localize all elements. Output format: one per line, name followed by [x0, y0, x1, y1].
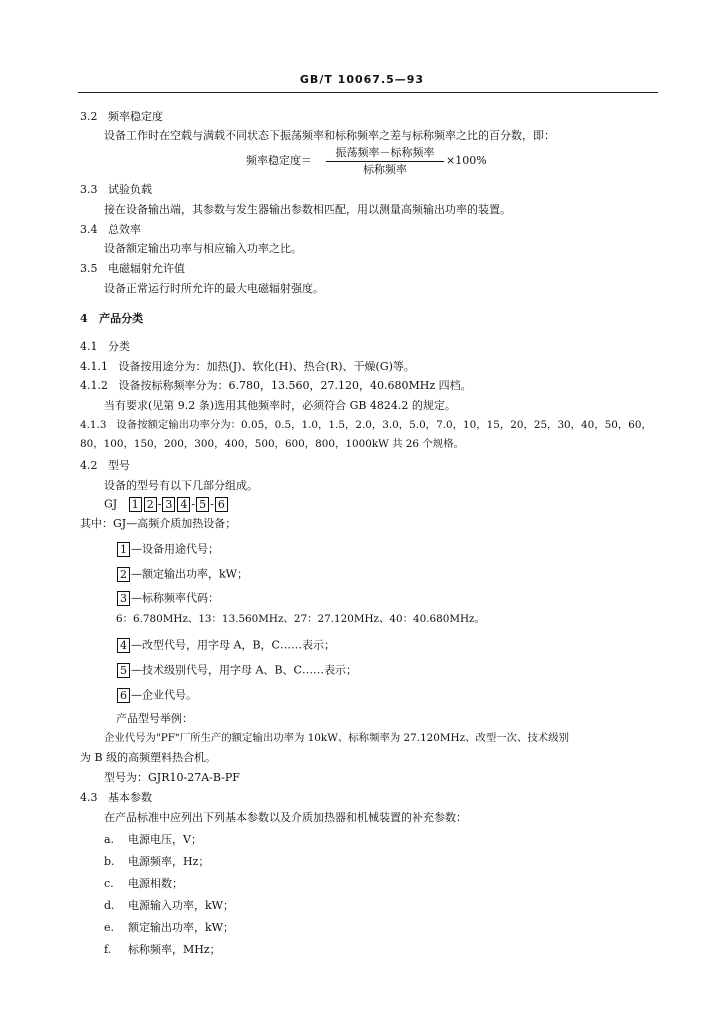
- section-4-3-heading: [80, 792, 152, 803]
- model-where: 其中：GJ—高频介质加热设备；: [80, 517, 237, 530]
- param-a: [104, 834, 202, 845]
- section-text: 设备按标称频率分为：6.780，13.560，27.120，40.680MHz 四档。: [118, 379, 472, 392]
- section-3-3-text: 接在设备输出端，其参数与发生器输出参数相匹配，用以测量高频输出功率的装置。: [104, 203, 511, 216]
- section-3-2-heading: [80, 111, 163, 122]
- section-4-1-3: [80, 420, 652, 430]
- model-box-1: 1: [129, 497, 142, 512]
- item-text: —技术级别代号，用字母 A、B、C……表示；: [131, 663, 357, 677]
- section-title: 频率稳定度: [108, 110, 163, 123]
- section-number: 3.4: [80, 223, 98, 236]
- param-letter: e.: [104, 921, 115, 934]
- formula-rhs: ×100%: [446, 154, 487, 167]
- param-c: [104, 878, 183, 889]
- section-title: 基本参数: [108, 791, 152, 804]
- section-number: 4.1.1: [80, 360, 108, 373]
- model-item-6: [116, 688, 197, 703]
- section-4-1-1: [80, 361, 415, 372]
- section-3-4-heading: [80, 224, 141, 235]
- section-4-2-text: 设备的型号有以下几部分组成。: [104, 479, 258, 492]
- section-number: 4.3: [80, 791, 98, 804]
- fraction-bar: [326, 161, 444, 162]
- formula-numerator: 振荡频率－标称频率: [335, 146, 435, 159]
- model-box-2: 2: [144, 497, 157, 512]
- param-e: [104, 922, 234, 933]
- section-title: 型号: [108, 459, 130, 472]
- section-4-2-heading: [80, 460, 130, 471]
- model-separator: -: [157, 497, 162, 511]
- standard-code-header: GB/T 10067.5—93: [299, 73, 425, 86]
- param-letter: b.: [104, 855, 115, 868]
- model-item-3: [116, 591, 219, 606]
- item-text: —标称频率代码：: [131, 591, 219, 605]
- param-text: 电源电压，V；: [128, 833, 202, 846]
- section-number: 4.1.2: [80, 379, 108, 392]
- model-box-5: 5: [196, 497, 209, 512]
- item-box: 5: [117, 663, 130, 678]
- section-4-1-3-text2: 80，100，150，200，300，400，500，600，800，1000kW 共 26 个规格。: [80, 438, 464, 450]
- section-number: 3.3: [80, 183, 98, 196]
- section-3-2-text: 设备工作时在空载与满载不同状态下振荡频率和标称频率之差与标称频率之比的百分数，即：: [104, 129, 555, 142]
- param-text: 标称频率，MHz；: [128, 943, 221, 956]
- chapter-number: 4: [80, 312, 88, 325]
- formula-lhs: 频率稳定度＝: [246, 154, 312, 167]
- model-separator: -: [210, 497, 214, 511]
- item-text: —改型代号，用字母 A，B，C……表示；: [131, 638, 335, 652]
- param-text: 电源相数；: [128, 877, 183, 890]
- item-box: 4: [117, 638, 130, 653]
- section-number: 4.1.3: [80, 419, 107, 431]
- section-number: 3.2: [80, 110, 98, 123]
- example-text: 企业代号为"PF"厂所生产的额定输出功率为 10kW、标称频率为 27.120MHz、改型一次、技术级别: [104, 732, 569, 744]
- model-template: [104, 497, 229, 512]
- section-number: 4.1: [80, 340, 98, 353]
- param-letter: c.: [104, 877, 114, 890]
- section-text: 设备按额定输出功率分为：0.05，0.5，1.0，1.5，2.0，3.0，5.0，7.0，10，15，20，25，30，40，50，60，: [116, 419, 652, 431]
- example-title: 产品型号举例：: [116, 712, 193, 725]
- section-4-1-heading: [80, 341, 130, 352]
- header-rule: [78, 92, 658, 93]
- item-box: 6: [117, 688, 130, 703]
- item-text: —额定输出功率，kW；: [131, 567, 248, 581]
- param-text: 电源频率，Hz；: [128, 855, 210, 868]
- frequency-codes: 6：6.780MHz、13：13.560MHz、27：27.120MHz、40：40.680MHz。: [116, 613, 485, 625]
- item-text: —企业代号。: [131, 688, 197, 702]
- chapter-title: 产品分类: [99, 312, 144, 325]
- param-letter: f.: [104, 943, 112, 956]
- param-text: 额定输出功率，kW；: [128, 921, 234, 934]
- param-letter: a.: [104, 833, 115, 846]
- section-text: 设备按用途分为：加热(J)、软化(H)、热合(R)、干燥(G)等。: [118, 360, 415, 373]
- section-title: 总效率: [108, 223, 141, 236]
- section-title: 试验负载: [108, 183, 152, 196]
- section-3-4-text: 设备额定输出功率与相应输入功率之比。: [104, 242, 302, 255]
- example-text-2: 为 B 级的高频塑料热合机。: [80, 751, 217, 764]
- section-number: 3.5: [80, 262, 98, 275]
- item-box: 1: [117, 542, 130, 557]
- model-separator: -: [191, 497, 196, 511]
- formula-denominator: 标称频率: [363, 163, 407, 176]
- param-d: [104, 900, 234, 911]
- section-4-1-2-text2: 当有要求(见第 9.2 条)选用其他频率时，必须符合 GB 4824.2 的规定。: [104, 399, 456, 412]
- chapter-4-heading: [80, 313, 143, 324]
- section-3-5-text: 设备正常运行时所允许的最大电磁辐射强度。: [104, 282, 324, 295]
- item-box: 2: [117, 567, 130, 582]
- section-number: 4.2: [80, 459, 98, 472]
- model-item-1: [116, 542, 219, 557]
- section-title: 分类: [108, 340, 130, 353]
- section-title: 电磁辐射允许值: [108, 262, 185, 275]
- section-3-5-heading: [80, 263, 185, 274]
- param-text: 电源输入功率，kW；: [128, 899, 234, 912]
- item-box: 3: [117, 591, 130, 606]
- model-item-5: [116, 663, 357, 678]
- example-model: 型号为：GJR10-27A-B-PF: [104, 771, 240, 784]
- model-box-6: 6: [215, 497, 228, 512]
- item-text: —设备用途代号；: [131, 542, 219, 556]
- param-b: [104, 856, 209, 867]
- model-item-4: [116, 638, 335, 653]
- model-box-3: 3: [162, 497, 175, 512]
- section-4-3-text: 在产品标准中应列出下列基本参数以及介质加热器和机械装置的补充参数：: [104, 811, 467, 824]
- section-3-3-heading: [80, 184, 152, 195]
- model-box-4: 4: [177, 497, 190, 512]
- formula-fraction: [326, 147, 444, 179]
- model-prefix: GJ: [104, 497, 118, 511]
- model-item-2: [116, 567, 248, 582]
- section-4-1-2: [80, 380, 472, 391]
- param-f: [104, 944, 221, 955]
- param-letter: d.: [104, 899, 115, 912]
